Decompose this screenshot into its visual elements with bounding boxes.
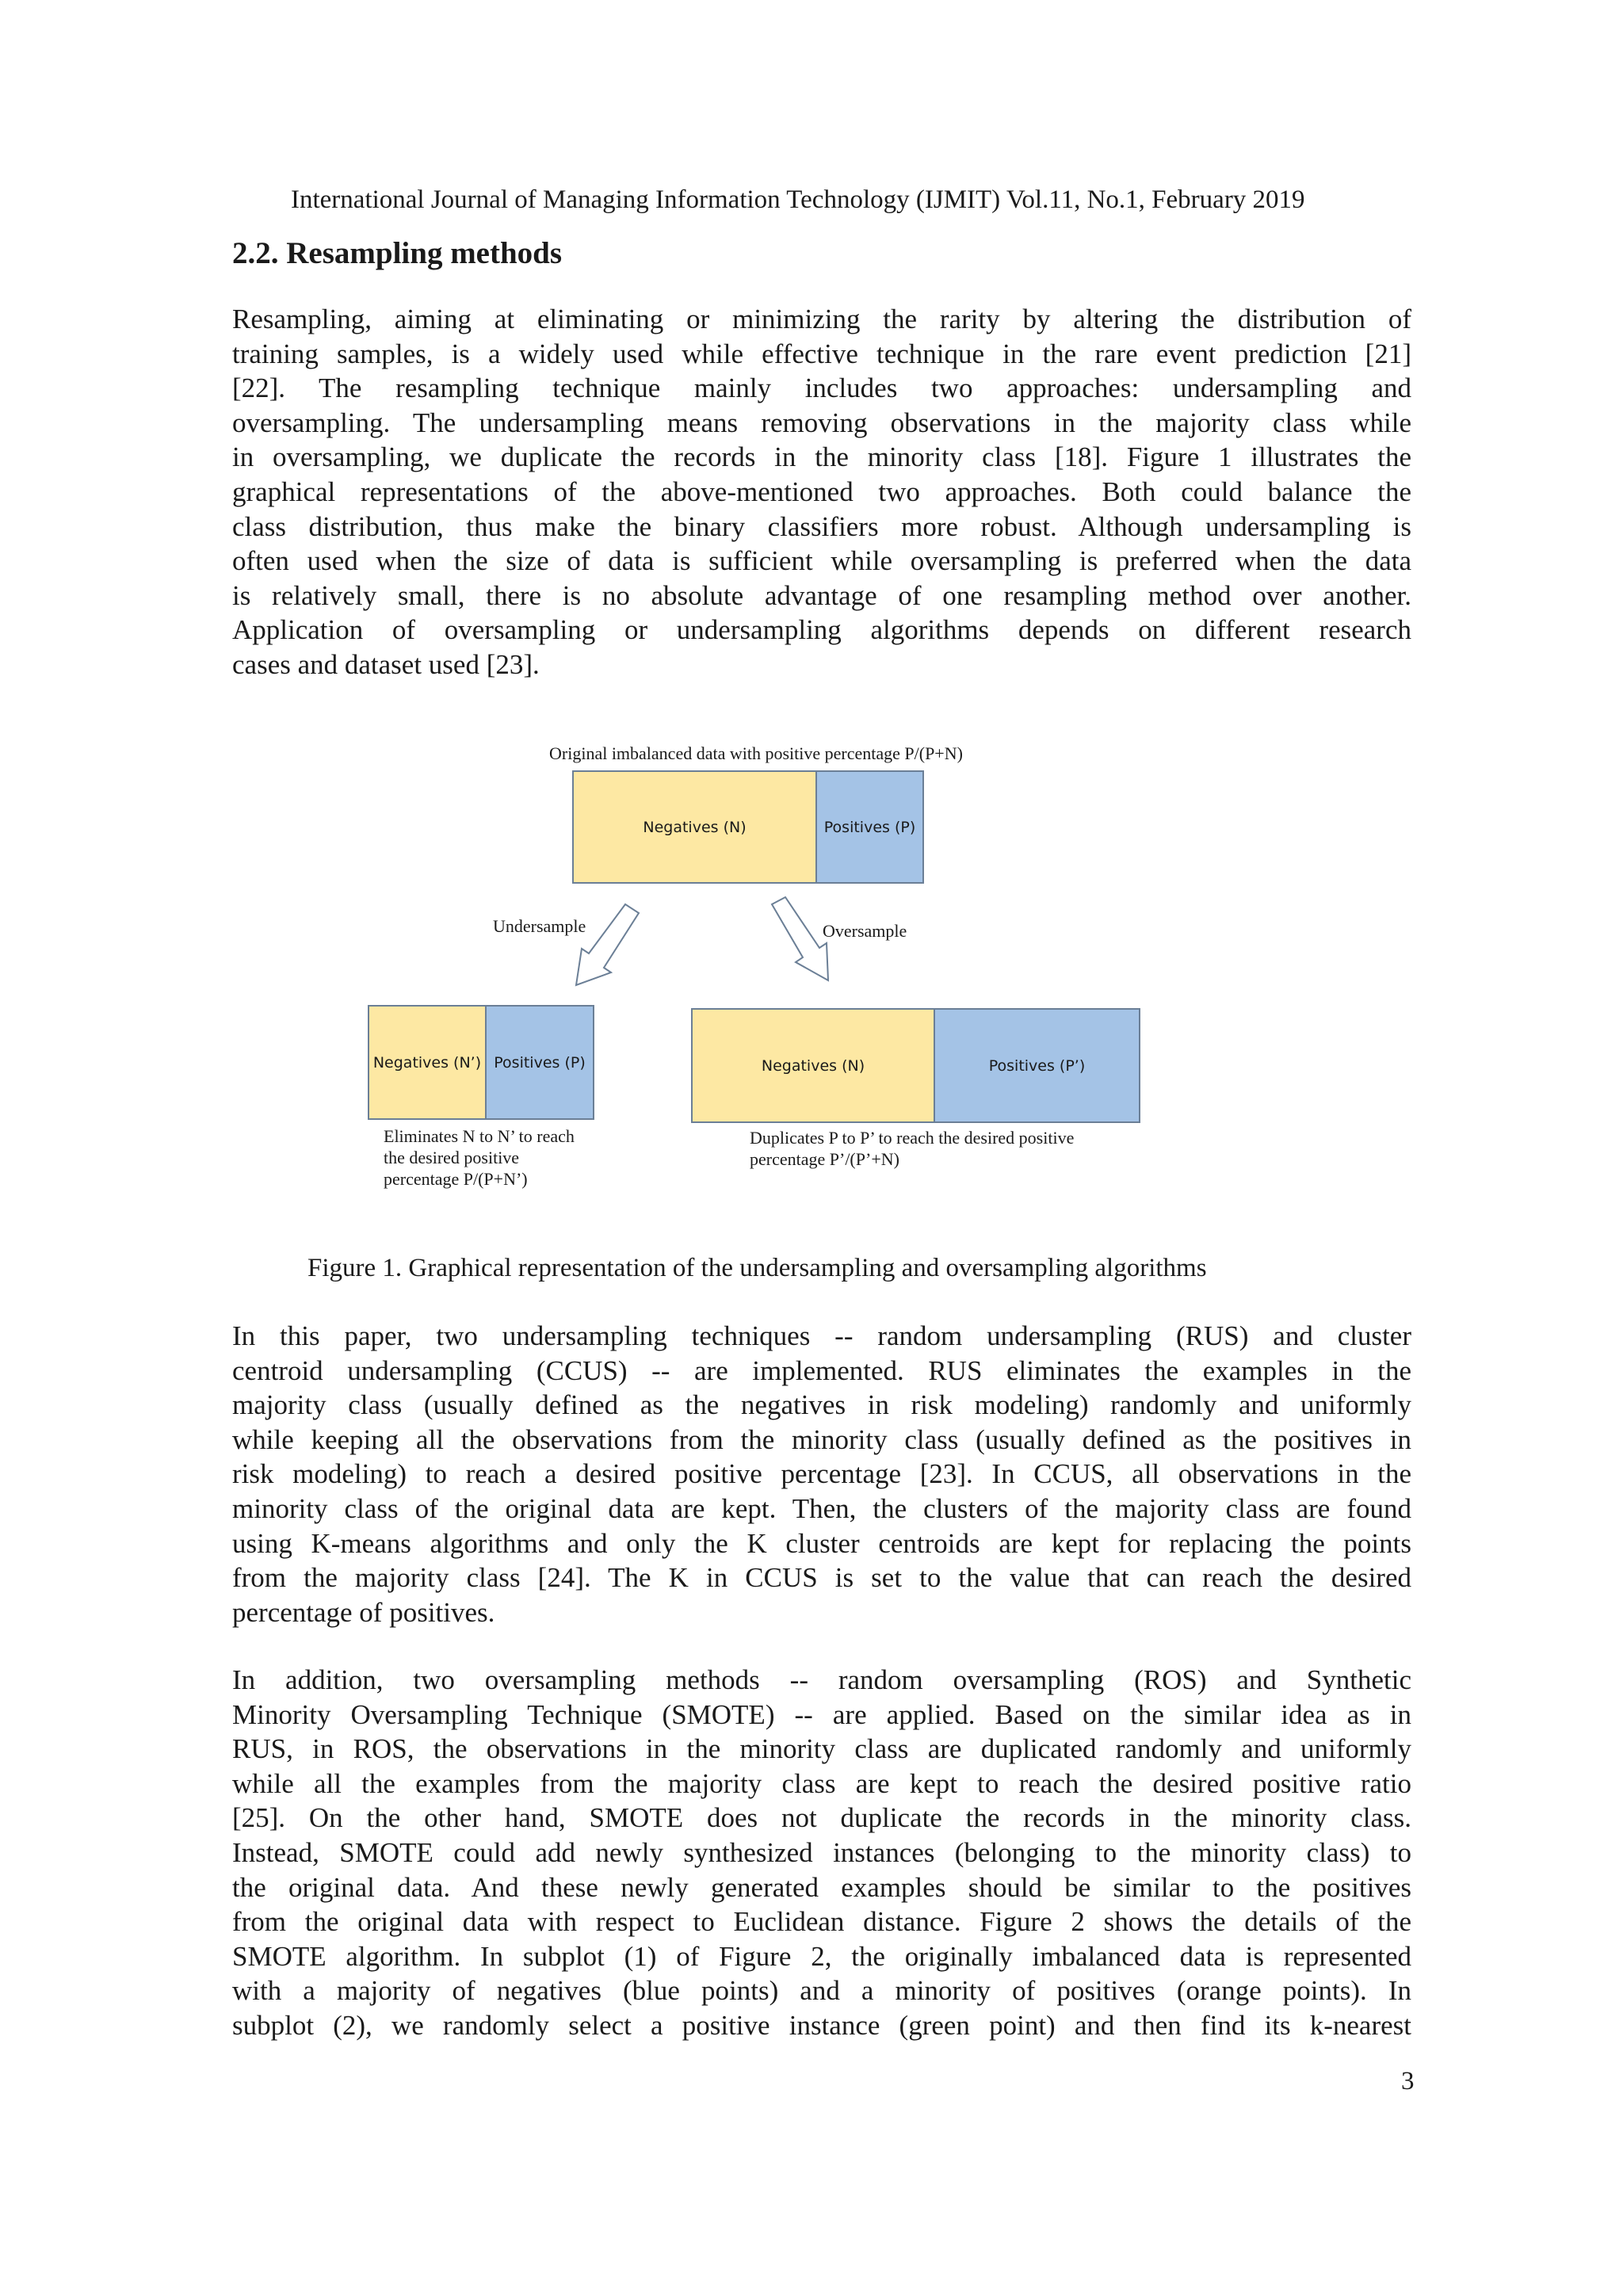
paragraph-line: while all the examples from the majority class are kept to reach the desired positive ratio	[232, 1767, 1411, 1799]
original-positives-label: Positives (P)	[823, 818, 916, 836]
paragraph-line: with a majority of negatives (blue points) and a minority of positives (orange points). In	[232, 1975, 1411, 2007]
paragraph-line: the original data. And these newly generated examples should be similar to the positives	[232, 1871, 1411, 1903]
paragraph-line: class distribution, thus make the binary classifiers more robust. Although undersampling is	[232, 510, 1411, 542]
paragraph-line: majority class (usually defined as the negatives in risk modeling) randomly and uniformly	[232, 1389, 1411, 1421]
undersample-label: Undersample	[493, 916, 586, 936]
desc-line: Duplicates P to P’ to reach the desired positive	[750, 1128, 1075, 1148]
paragraph-line: [22]. The resampling technique mainly includes two approaches: undersampling and	[232, 372, 1411, 404]
paragraph-line: Application of oversampling or undersampling algorithms depends on different research	[232, 614, 1411, 646]
paragraph-line: minority class of the original data are kept. Then, the clusters of the majority class are found	[232, 1492, 1411, 1524]
over-positives-label: Positives (P’)	[988, 1056, 1086, 1075]
undersample-arrow-icon	[576, 904, 639, 985]
paragraph-line: from the original data with respect to Euclidean distance. Figure 2 shows the details of the	[232, 1906, 1411, 1938]
under-positives-box	[485, 1005, 594, 1120]
paragraph-line: RUS, in ROS, the observations in the minority class are duplicated randomly and uniformly	[232, 1733, 1411, 1765]
paragraph-line: often used when the size of data is sufficient while oversampling is preferred when the data	[232, 545, 1411, 577]
paragraph-line: Minority Oversampling Technique (SMOTE) -- are applied. Based on the similar idea as in	[232, 1698, 1411, 1730]
oversample-label: Oversample	[823, 921, 907, 941]
paragraph-line: while keeping all the observations from the minority class (usually defined as the positives in	[232, 1423, 1411, 1455]
paragraph-line: oversampling. The undersampling means removing observations in the majority class while	[232, 407, 1411, 438]
paragraph-line: SMOTE algorithm. In subplot (1) of Figure 2, the originally imbalanced data is represented	[232, 1940, 1411, 1972]
oversample-description	[750, 1127, 1074, 1170]
paragraph-undersampling	[232, 1319, 1411, 1629]
undersample-description	[384, 1125, 575, 1190]
paragraph-line: In addition, two oversampling methods -- random oversampling (ROS) and Synthetic	[232, 1664, 1411, 1695]
over-negatives-label: Negatives (N)	[761, 1056, 865, 1075]
figure-top-label: Original imbalanced data with positive percentage P/(P+N)	[549, 743, 963, 763]
paragraph-oversampling	[232, 1663, 1411, 2043]
over-positives-box	[934, 1008, 1140, 1123]
desc-line: Eliminates N to N’ to reach	[384, 1126, 575, 1146]
under-negatives-label: Negatives (N’)	[372, 1053, 482, 1072]
paragraph-line: training samples, is a widely used while effective technique in the rare event prediction [21]	[232, 338, 1411, 369]
paragraph-line: percentage of positives.	[232, 1596, 495, 1628]
paragraph-line: Resampling, aiming at eliminating or minimizing the rarity by altering the distribution of	[232, 304, 1411, 334]
oversample-arrow-icon	[772, 897, 828, 980]
paragraph-line: Instead, SMOTE could add newly synthesized instances (belonging to the minority class) to	[232, 1836, 1411, 1868]
paragraph-line: subplot (2), we randomly select a positive instance (green point) and then find its k-nearest	[232, 2009, 1411, 2041]
desc-line: the desired positive	[384, 1148, 520, 1167]
paragraph-line: in oversampling, we duplicate the records in the minority class [18]. Figure 1 illustrates the	[232, 441, 1411, 473]
paragraph-line: cases and dataset used [23].	[232, 648, 540, 680]
running-header: International Journal of Managing Information Technology (IJMIT) Vol.11, No.1, February 2019	[291, 185, 1305, 214]
paragraph-line: [25]. On the other hand, SMOTE does not duplicate the records in the minority class.	[232, 1802, 1411, 1834]
paragraph-line: risk modeling) to reach a desired positive percentage [23]. In CCUS, all observations in the	[232, 1458, 1411, 1490]
paragraph-line: is relatively small, there is no absolute advantage of one resampling method over another.	[232, 579, 1411, 611]
paragraph-line: using K-means algorithms and only the K cluster centroids are kept for replacing the points	[232, 1527, 1411, 1559]
desc-line: percentage P’/(P’+N)	[750, 1149, 899, 1169]
over-negatives-box	[691, 1008, 935, 1123]
paragraph-line: graphical representations of the above-mentioned two approaches. Both could balance the	[232, 476, 1411, 507]
desc-line: percentage P/(P+N’)	[384, 1169, 528, 1189]
paragraph-line: In this paper, two undersampling techniques -- random undersampling (RUS) and cluster	[232, 1320, 1411, 1351]
under-positives-label: Positives (P)	[494, 1053, 586, 1072]
original-negatives-label: Negatives (N)	[643, 818, 747, 836]
figure-caption: Figure 1. Graphical representation of the undersampling and oversampling algorithms	[307, 1254, 1207, 1282]
under-negatives-box	[368, 1005, 487, 1120]
paragraph-line: centroid undersampling (CCUS) -- are implemented. RUS eliminates the examples in the	[232, 1354, 1411, 1386]
paragraph-line: from the majority class [24]. The K in CCUS is set to the value that can reach the desired	[232, 1562, 1411, 1594]
page-number: 3	[1401, 2067, 1415, 2095]
section-title: 2.2. Resampling methods	[232, 236, 563, 270]
